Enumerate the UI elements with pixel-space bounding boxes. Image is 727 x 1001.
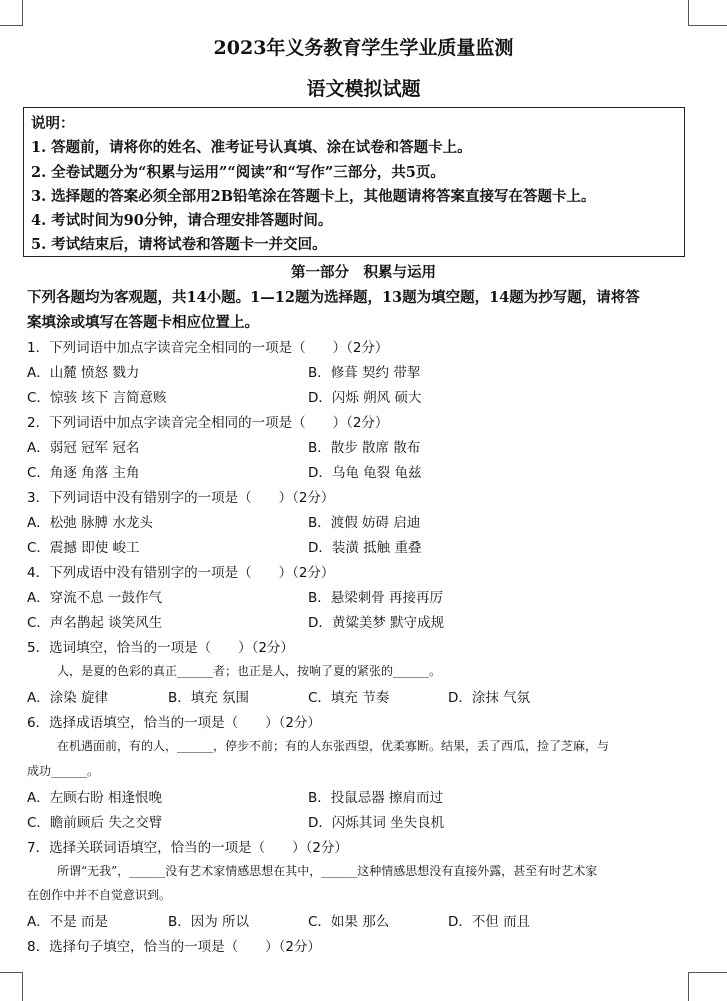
crop-mark-top-right — [688, 25, 727, 26]
crop-mark-top-left — [0, 25, 22, 26]
crop-mark-bottom-left — [22, 972, 23, 1001]
option-c: C．声名鹊起 谈笑风生 — [27, 615, 163, 631]
question-stem: 5．选词填空，恰当的一项是（ ）（2分） — [27, 640, 294, 656]
option-b: B．悬梁刺骨 再接再厉 — [308, 590, 444, 606]
option-c: C．惊骇 垓下 言简意赅 — [27, 390, 167, 406]
option-b: B．散步 散席 散布 — [308, 440, 421, 456]
question-stem: 2．下列词语中加点字读音完全相同的一项是（ ）（2分） — [27, 415, 389, 431]
option-b: B．渡假 妨碍 启迪 — [308, 515, 421, 531]
option-a: A．不是 而是 — [27, 914, 109, 930]
option-d: D．涂抹 气氛 — [448, 690, 531, 706]
option-d: D．黄粱美梦 默守成规 — [308, 615, 445, 631]
question-passage: 成功______。 — [27, 764, 100, 778]
option-d: D．不但 而且 — [448, 914, 531, 930]
section-title: 第一部分 积累与运用 — [291, 264, 436, 281]
section-instructions: 案填涂或填写在答题卡相应位置上。 — [27, 314, 259, 331]
question-passage: 人，是夏的色彩的真正______者；也正是人，按响了夏的紧张的______。 — [57, 664, 442, 678]
option-a: A．松弛 脉膊 水龙头 — [27, 515, 153, 531]
note-item: 2. 全卷试题分为“积累与运用”“阅读”和“写作”三部分，共5页。 — [31, 163, 445, 181]
question-stem: 1．下列词语中加点字读音完全相同的一项是（ ）（2分） — [27, 340, 389, 356]
exam-subtitle: 语文模拟试题 — [306, 78, 421, 100]
question-stem: 3．下列词语中没有错别字的一项是（ ）（2分） — [27, 490, 335, 506]
question-passage: 在机遇面前，有的人，______，停步不前；有的人东张西望，优柔寡断。结果，丢了西瓜，捡了芝麻，与 — [57, 739, 610, 753]
crop-mark-top-left — [22, 0, 23, 26]
option-a: A．穿流不息 一鼓作气 — [27, 590, 163, 606]
option-a: A．弱冠 冠军 冠名 — [27, 440, 140, 456]
note-item: 5. 考试结束后，请将试卷和答题卡一并交回。 — [31, 236, 327, 254]
option-c: C．如果 那么 — [308, 914, 390, 930]
question-passage: 所谓“无我”，______没有艺术家情感思想在其中，______这种情感思想没有直接外露，甚至有时艺术家 — [57, 864, 598, 878]
option-a: A．山麓 愤怒 戮力 — [27, 365, 140, 381]
notes-heading: 说明： — [31, 115, 75, 132]
instructions-box — [23, 107, 685, 257]
option-a: A．左顾右盼 相逢恨晚 — [27, 790, 163, 806]
note-item: 4. 考试时间为90分钟，请合理安排答题时间。 — [31, 212, 333, 230]
crop-mark-bottom-right — [688, 972, 689, 1001]
option-b: B．填充 氛围 — [168, 690, 250, 706]
option-c: C．震撼 即使 峻工 — [27, 540, 140, 556]
note-item: 3. 选择题的答案必须全部用2B铅笔涂在答题卡上，其他题请将答案直接写在答题卡上。 — [31, 187, 596, 205]
option-c: C．瞻前顾后 失之交臂 — [27, 815, 163, 831]
option-d: D．闪烁其词 坐失良机 — [308, 815, 445, 831]
option-d: D．乌龟 龟裂 龟兹 — [308, 465, 422, 481]
note-item: 1. 答题前，请将你的姓名、准考证号认真填、涂在试卷和答题卡上。 — [31, 139, 472, 157]
option-c: C．角逐 角落 主角 — [27, 465, 140, 481]
question-stem: 4．下列成语中没有错别字的一项是（ ）（2分） — [27, 565, 335, 581]
question-stem: 6．选择成语填空，恰当的一项是（ ）（2分） — [27, 715, 321, 731]
exam-title: 2023年义务教育学生学业质量监测 — [213, 37, 514, 59]
crop-mark-bottom-right — [688, 972, 727, 973]
option-b: B．投鼠忌器 擦肩而过 — [308, 790, 444, 806]
option-a: A．涂染 旋律 — [27, 690, 109, 706]
option-b: B．修葺 契约 带挈 — [308, 365, 421, 381]
crop-mark-top-right — [688, 0, 689, 26]
option-b: B．因为 所以 — [168, 914, 250, 930]
crop-mark-bottom-left — [0, 972, 22, 973]
question-stem: 7．选择关联词语填空，恰当的一项是（ ）（2分） — [27, 840, 348, 856]
section-instructions: 下列各题均为客观题，共14小题。1—12题为选择题，13题为填空题，14题为抄写题，请将答 — [27, 289, 640, 306]
option-d: D．闪烁 朔风 硕大 — [308, 390, 422, 406]
question-passage: 在创作中并不自觉意识到。 — [27, 888, 172, 902]
option-c: C．填充 节奏 — [308, 690, 390, 706]
option-d: D．装潢 抵触 重叠 — [308, 540, 422, 556]
question-stem: 8．选择句子填空，恰当的一项是（ ）（2分） — [27, 939, 321, 955]
